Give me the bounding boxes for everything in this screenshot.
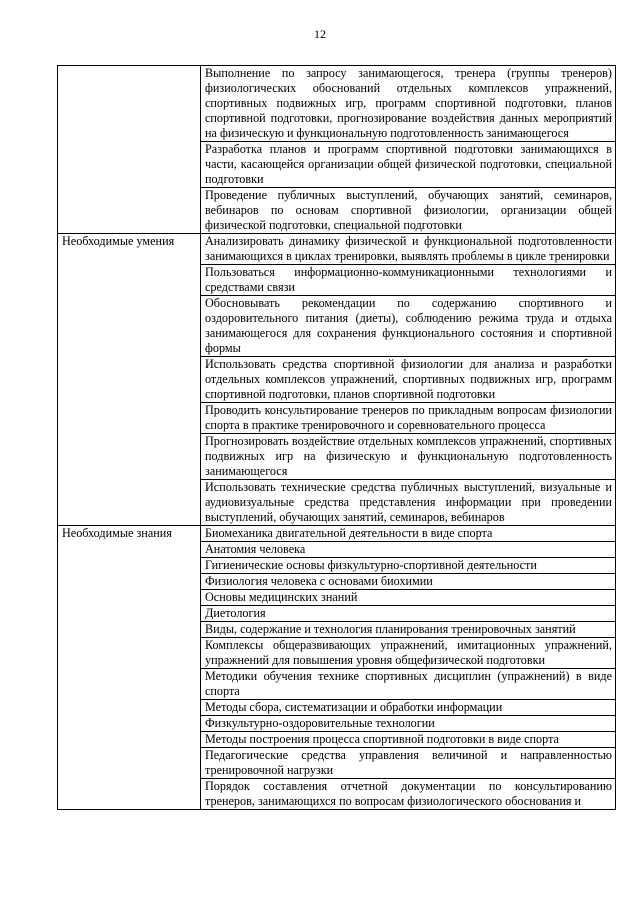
requirement-item: Анатомия человека bbox=[201, 542, 616, 558]
requirement-item: Виды, содержание и технология планирования тренировочных занятий bbox=[201, 622, 616, 638]
table-row bbox=[58, 66, 616, 142]
page-number: 12 bbox=[314, 27, 326, 41]
requirements-table bbox=[57, 65, 616, 810]
requirement-item: Физкультурно-оздоровительные технологии bbox=[201, 716, 616, 732]
requirement-item: Прогнозировать воздействие отдельных комплексов упражнений, спортивных подвижных игр на физическую и функциональную подготовленность занимающегося bbox=[201, 434, 616, 480]
section-label: Необходимые знания bbox=[58, 526, 201, 810]
requirement-item: Пользоваться информационно-коммуникационными технологиями и средствами связи bbox=[201, 265, 616, 296]
requirement-item: Методы сбора, систематизации и обработки информации bbox=[201, 700, 616, 716]
requirement-item: Физиология человека с основами биохимии bbox=[201, 574, 616, 590]
requirement-item: Выполнение по запросу занимающегося, тренера (группы тренеров) физиологических обоснований отдельных комплексов упражнений, спортивных подвижных игр, программ спортивной подготовки, планов спортивной подготовки, прогнозирование воздействия данных мероприятий на физическую и функциональную подготовленность занимающегося bbox=[201, 66, 616, 142]
section-label: Необходимые умения bbox=[58, 234, 201, 526]
requirement-item bbox=[201, 779, 616, 810]
requirement-item: Методы построения процесса спортивной подготовки в виде спорта bbox=[201, 732, 616, 748]
requirement-text: Порядок составления отчетной документации по консультированию тренеров, занимающихся по вопросам физиологического обоснования и bbox=[205, 779, 612, 808]
requirement-item: Проводить консультирование тренеров по прикладным вопросам физиологии спорта в практике тренировочного и соревновательного процесса bbox=[201, 403, 616, 434]
requirement-item: Гигиенические основы физкультурно-спортивной деятельности bbox=[201, 558, 616, 574]
requirement-item: Биомеханика двигательной деятельности в виде спорта bbox=[201, 526, 616, 542]
table-row bbox=[58, 234, 616, 265]
requirement-item: Разработка планов и программ спортивной подготовки занимающихся в части, касающейся организации общей физической подготовки, специальной подготовки bbox=[201, 142, 616, 188]
requirement-item: Обосновывать рекомендации по содержанию спортивного и оздоровительного питания (диеты), соблюдению режима труда и отдыха занимающегося для сохранения функционального состояния и спортивной формы bbox=[201, 296, 616, 357]
requirement-item: Диетология bbox=[201, 606, 616, 622]
requirement-item: Педагогические средства управления величиной и направленностью тренировочной нагрузки bbox=[201, 748, 616, 779]
requirement-item: Использовать технические средства публичных выступлений, визуальные и аудиовизуальные средства представления информации при проведении выступлений, обучающих занятий, семинаров, вебинаров bbox=[201, 480, 616, 526]
requirement-item: Использовать средства спортивной физиологии для анализа и разработки отдельных комплексов упражнений, спортивных подвижных игр, программ спортивной подготовки, планов спортивной подготовки bbox=[201, 357, 616, 403]
requirement-item: Комплексы общеразвивающих упражнений, имитационных упражнений, упражнений для повышения уровня общефизической подготовки bbox=[201, 638, 616, 669]
requirement-item: Проведение публичных выступлений, обучающих занятий, семинаров, вебинаров по основам спортивной физиологии, организации общей физической подготовки, специальной подготовки bbox=[201, 188, 616, 234]
section-label bbox=[58, 66, 201, 234]
table-row bbox=[58, 526, 616, 542]
requirement-item: Анализировать динамику физической и функциональной подготовленности занимающихся в циклах тренировки, выявлять проблемы в цикле тренировки bbox=[201, 234, 616, 265]
requirement-item: Основы медицинских знаний bbox=[201, 590, 616, 606]
requirement-item: Методики обучения технике спортивных дисциплин (упражнений) в виде спорта bbox=[201, 669, 616, 700]
